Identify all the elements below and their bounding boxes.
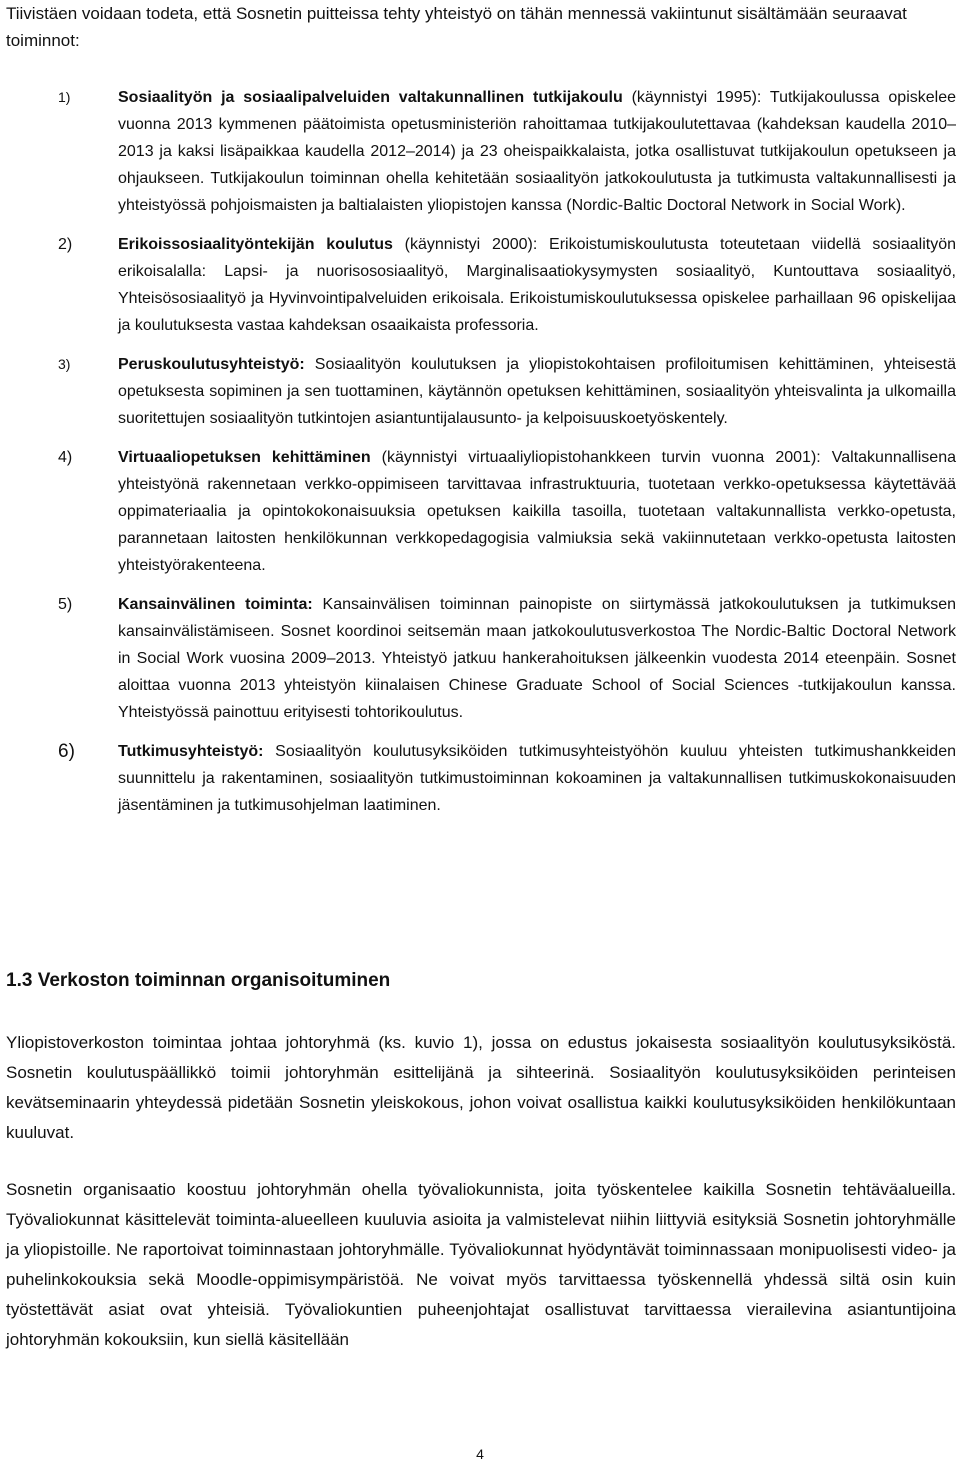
list-item-lead: Kansainvälinen toiminta: xyxy=(118,596,313,613)
list-item xyxy=(58,444,956,579)
list-item-text: Sosiaalityön koulutuksen ja yliopistokohtaisen profiloitumisen kehittäminen, yhteisestä opetuksesta sopiminen ja sen tuottaminen, käytännön opetuksen kehittäminen, sosiaalityön yhteisvalinta ja ulkomailla suoritettujen sosiaalityön tutkintojen asiantuntijalausunto- ja kelpoisuuskoetyöskentely. xyxy=(118,356,956,427)
body-paragraph: Sosnetin organisaatio koostuu johtoryhmän ohella työvaliokunnista, joita työskentelee kaikilla Sosnetin tehtäväalueilla. Työvaliokunnat käsittelevät toiminta-alueelleen kuuluvia asioita ja valmistelevat niihin liittyviä esityksiä Sosnetin johtoryhmälle ja yliopistoille. Ne raportoivat toiminnastaan johtoryhmälle. Työvaliokunnat hyödyntävät toiminnassaan monipuolisesti video- ja puhelinkokouksia sekä Moodle-oppimisympäristöä. Ne voivat myös tarvittaessa työskennellä yhdessä siltä osin kuin työstettävät asiat ovat yhteisiä. Työvaliokuntien puheenjohtajat osallistuvat tarvittaessa vierailevina asiantuntijoina johtoryhmän kokouksiin, kun siellä käsitellään xyxy=(6,1180,956,1349)
activity-list xyxy=(58,84,956,831)
list-item-number: 3) xyxy=(58,356,71,372)
document-page xyxy=(6,0,956,1467)
list-item-text: Kansainvälisen toiminnan painopiste on siirtymässä jatkokoulutuksen ja tutkimuksen kansainvälistämiseen. Sosnet koordinoi seitsemän maan jatkokoulutusverkostoa The Nordic-Baltic Doctoral Network in Social Work vuosina 2009–2013. Yhteistyö jatkuu hankerahoituksen jälkeenkin vuodesta 2014 eteenpäin. Sosnet aloittaa vuonna 2013 yhteistyön kiinalaisen Chinese Graduate School of Social Sciences -tutkijakoulun kanssa. Yhteistyössä painottuu erityisesti tohtorikoulutus. xyxy=(118,596,956,721)
list-item xyxy=(58,351,956,432)
list-item-number: 1) xyxy=(58,89,71,105)
list-item-number: 2) xyxy=(58,236,73,253)
list-item-text: (käynnistyi virtuaaliyliopistohankkeen turvin vuonna 2001): Valtakunnallisena yhteistyönä rakennetaan verkko-oppimiseen tarvittavaa infrastruktuuria, tuotetaan verkko-opetuksessa käytettävää oppimateriaalia ja opintokokonaisuuksia opetuksen kaikilla tasoilla, tuotetaan valtakunnallista verkko-opetusta, parannetaan laitosten henkilökunnan verkkopedagogisia valmiuksia sekä vakiinnutetaan verkko-opetusta laitosten yhteistyörakenteena. xyxy=(118,449,956,574)
body-paragraph: Yliopistoverkoston toimintaa johtaa johtoryhmä (ks. kuvio 1), jossa on edustus jokaisesta sosiaalityön koulutusyksiköstä. Sosnetin koulutuspäällikkö toimii johtoryhmän esittelijänä ja sihteerinä. Sosiaalityön koulutusyksiköiden perinteisen kevätseminaarin yhteydessä pidetään Sosnetin yleiskokous, johon voivat osallistua kaikki koulutusyksiköiden henkilökuntaan kuuluvat. xyxy=(6,1033,956,1142)
list-item-lead: Erikoissosiaalityöntekijän koulutus xyxy=(118,236,393,253)
list-item-lead: Tutkimusyhteistyö: xyxy=(118,743,264,760)
list-item xyxy=(58,738,956,819)
list-item xyxy=(58,591,956,726)
list-item-number: 5) xyxy=(58,596,73,613)
list-item-lead: Peruskoulutusyhteistyö: xyxy=(118,356,305,373)
list-item-text: (käynnistyi 2000): Erikoistumiskoulutusta toteutetaan viidellä sosiaalityön erikoisalalla: Lapsi- ja nuorisososiaalityö, Marginalisaatiokysymysten sosiaalityö, Kuntouttava sosiaalityö, Yhteisösosiaalityö ja Hyvinvointipalveluiden erikoisala. Erikoistumiskoulutuksessa opiskelee parhaillaan 96 opiskelijaa ja koulutuksesta vastaa kahdeksan osaaikaista professoria. xyxy=(118,236,956,334)
list-item-number: 4) xyxy=(58,449,73,466)
list-item-text: Sosiaalityön koulutusyksiköiden tutkimusyhteistyöhön kuuluu yhteisten tutkimushankkeiden suunnittelu ja rakentaminen, sosiaalityön tutkimustoiminnan kokoaminen ja valtakunnallisen tutkimuskokonaisuuden jäsentäminen ja tutkimusohjelman laatiminen. xyxy=(118,743,956,814)
list-item-lead: Virtuaaliopetuksen kehittäminen xyxy=(118,449,371,466)
list-item-number: 6) xyxy=(58,741,75,762)
list-item xyxy=(58,231,956,339)
list-item xyxy=(58,84,956,219)
intro-paragraph: Tiivistäen voidaan todeta, että Sosnetin puitteissa tehty yhteistyö on tähän mennessä vakiintunut sisältämään seuraavat toiminnot: xyxy=(6,4,907,50)
page-number: 4 xyxy=(476,1446,484,1462)
section-heading: 1.3 Verkoston toiminnan organisoituminen xyxy=(6,970,391,991)
list-item-lead: Sosiaalityön ja sosiaalipalveluiden valtakunnallinen tutkijakoulu xyxy=(118,89,623,106)
list-item-text: (käynnistyi 1995): Tutkijakoulussa opiskelee vuonna 2013 kymmenen päätoimista opetusministeriön rahoittamaa tutkijakoulutettavaa (kahdeksan kaudella 2010–2013 ja kaksi lisäpaikkaa kaudella 2012–2014) ja 23 oheispaikkalaista, jotka osallistuvat tutkijakoulun opetukseen ja ohjaukseen. Tutkijakoulun toiminnan ohella kehitetään sosiaalityön jatkokoulutusta ja tutkimusta valtakunnallisesti ja yhteistyössä pohjoismaisten ja baltialaisten yliopistojen kanssa (Nordic-Baltic Doctoral Network in Social Work). xyxy=(118,89,956,214)
